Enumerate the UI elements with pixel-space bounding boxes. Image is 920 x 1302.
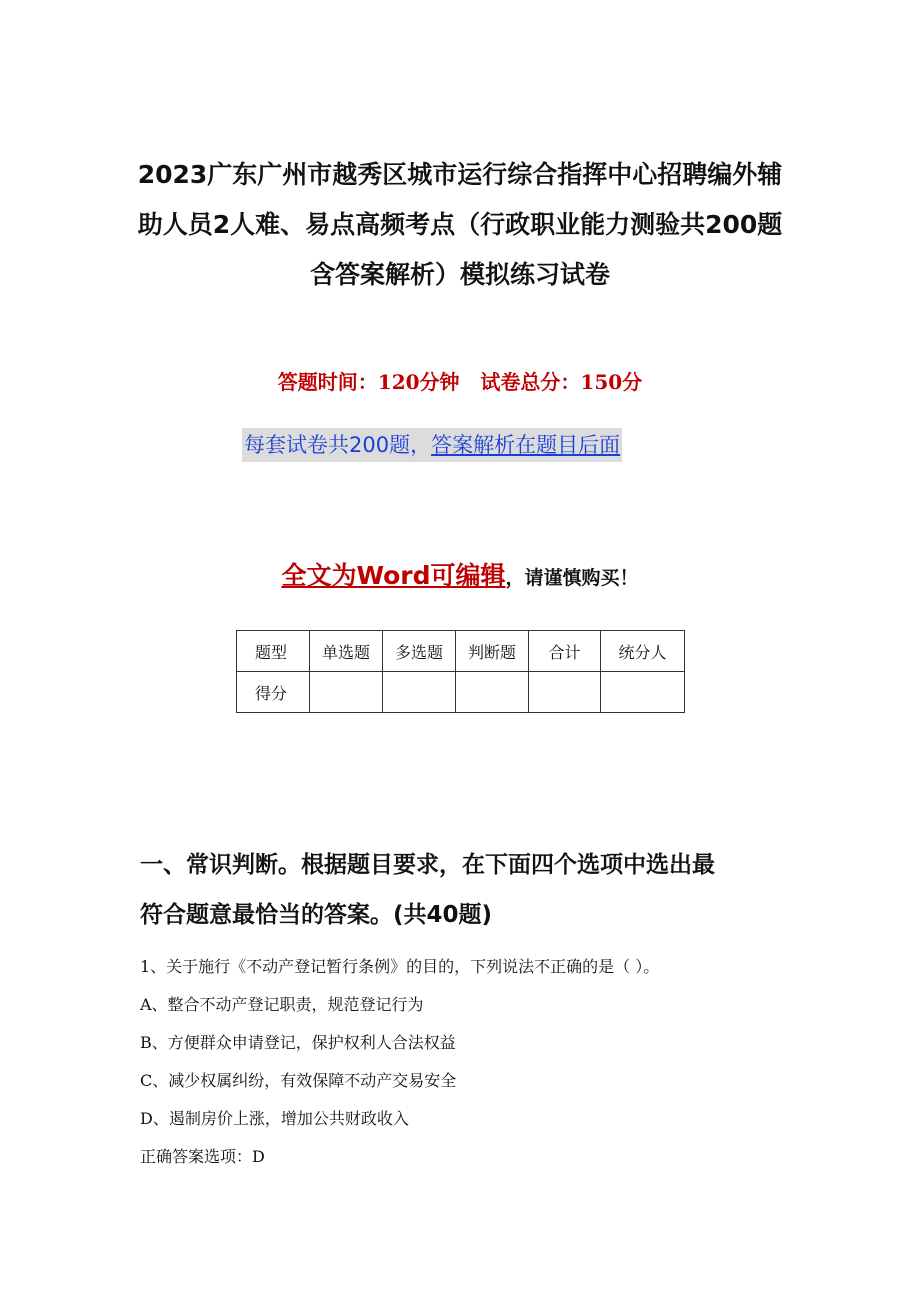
score-cell[interactable] — [456, 672, 529, 713]
table-header-cell: 题型 — [237, 631, 310, 672]
section-line-1: 一、常识判断。根据题目要求，在下面四个选项中选出最 — [140, 852, 715, 878]
question-option-c: C、减少权属纠纷，有效保障不动产交易安全 — [140, 1071, 457, 1090]
table-header-cell: 判断题 — [456, 631, 529, 672]
score-cell[interactable] — [310, 672, 383, 713]
question-option-d: D、遏制房价上涨，增加公共财政收入 — [140, 1109, 409, 1128]
editable-notice-red: 全文为Word可编辑 — [281, 561, 506, 590]
banner-link[interactable]: 答案解析在题目后面 — [431, 433, 621, 457]
score-table-header-row — [237, 631, 685, 672]
section-line-2: 符合题意最恰当的答案。(共40题) — [140, 902, 493, 928]
document-title — [120, 150, 800, 300]
question-answer: 正确答案选项：D — [140, 1147, 265, 1166]
title-line-2: 助人员2人难、易点高频考点（行政职业能力测验共200题 — [137, 210, 783, 239]
banner — [242, 428, 622, 462]
editable-notice — [0, 556, 920, 592]
title-line-3: 含答案解析）模拟练习试卷 — [309, 260, 610, 289]
question-option-a: A、整合不动产登记职责，规范登记行为 — [140, 995, 424, 1014]
table-header-cell: 统分人 — [601, 631, 685, 672]
exam-info: 答题时间：120分钟 试卷总分：150分 — [277, 370, 643, 394]
section-heading — [140, 840, 780, 940]
score-cell[interactable] — [383, 672, 456, 713]
question-option-b: B、方便群众申请登记，保护权利人合法权益 — [140, 1033, 456, 1052]
score-table-row — [237, 672, 685, 713]
banner-text: 每套试卷共200题， — [244, 433, 432, 457]
score-cell[interactable] — [601, 672, 685, 713]
title-line-1: 2023广东广州市越秀区城市运行综合指挥中心招聘编外辅 — [137, 160, 783, 189]
table-header-cell: 多选题 — [383, 631, 456, 672]
question-block — [140, 948, 820, 1176]
table-header-cell: 单选题 — [310, 631, 383, 672]
score-cell[interactable] — [529, 672, 601, 713]
table-header-cell: 合计 — [529, 631, 601, 672]
table-row-label: 得分 — [237, 672, 310, 713]
editable-notice-black: ，请谨慎购买！ — [505, 567, 639, 589]
question-stem: 1、关于施行《不动产登记暂行条例》的目的，下列说法不正确的是（ ）。 — [140, 957, 660, 976]
score-table — [236, 630, 685, 713]
